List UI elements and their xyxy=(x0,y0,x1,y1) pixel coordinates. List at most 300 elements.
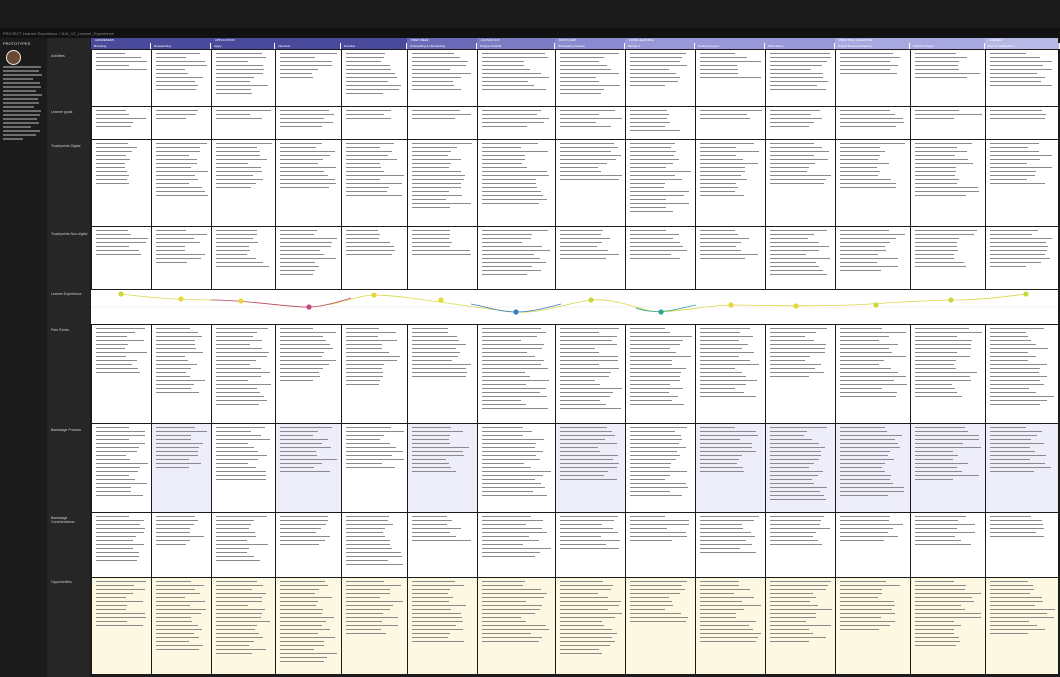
journey-cell[interactable] xyxy=(212,325,275,423)
text-line xyxy=(770,467,809,468)
phase-core-learning[interactable]: CORE LEARNING xyxy=(625,38,835,43)
text-line xyxy=(560,328,619,329)
text-line xyxy=(346,455,392,456)
text-line xyxy=(560,380,595,381)
text-line xyxy=(700,118,750,119)
journey-cell[interactable] xyxy=(92,325,151,423)
text-line xyxy=(346,443,390,444)
journey-cell[interactable] xyxy=(626,424,695,512)
journey-cell[interactable] xyxy=(696,325,765,423)
journey-cell[interactable] xyxy=(276,227,341,289)
text-line xyxy=(560,431,612,432)
text-line xyxy=(700,641,756,642)
journey-cell[interactable] xyxy=(212,424,275,512)
text-line xyxy=(96,625,143,626)
text-line xyxy=(630,230,666,231)
journey-cell[interactable] xyxy=(342,50,407,106)
journey-cell[interactable] xyxy=(152,424,211,512)
text-line xyxy=(915,597,972,598)
text-line xyxy=(770,340,814,341)
text-line xyxy=(630,487,688,488)
phase-career[interactable]: CAREER xyxy=(985,38,1058,43)
text-line xyxy=(412,187,461,188)
journey-cell[interactable] xyxy=(276,424,341,512)
text-line xyxy=(630,73,676,74)
text-line xyxy=(630,234,679,235)
journey-cell[interactable] xyxy=(766,227,835,289)
journey-cell[interactable] xyxy=(626,578,695,674)
text-line xyxy=(482,110,541,111)
journey-cell[interactable] xyxy=(212,227,275,289)
text-line xyxy=(216,151,260,152)
text-line xyxy=(482,459,540,460)
text-line xyxy=(700,540,746,541)
text-line xyxy=(990,118,1045,119)
text-line xyxy=(346,613,383,614)
text-line xyxy=(990,431,1042,432)
text-line xyxy=(156,114,196,115)
text-line xyxy=(840,175,878,176)
text-line xyxy=(412,597,453,598)
text-line xyxy=(412,360,452,361)
journey-cell[interactable] xyxy=(152,578,211,674)
journey-cell[interactable] xyxy=(478,227,555,289)
text-line xyxy=(630,122,670,123)
text-line xyxy=(412,336,457,337)
text-line xyxy=(915,344,971,345)
text-line xyxy=(990,435,1037,436)
text-line xyxy=(96,61,147,62)
text-line xyxy=(96,242,146,243)
text-line xyxy=(840,159,878,160)
text-line xyxy=(96,524,140,525)
text-line xyxy=(412,471,456,472)
journey-cell[interactable] xyxy=(836,140,910,226)
text-line xyxy=(482,380,549,381)
text-line xyxy=(216,544,268,545)
text-line xyxy=(156,254,205,255)
text-line xyxy=(840,69,890,70)
journey-cell[interactable] xyxy=(911,140,985,226)
text-line xyxy=(770,61,827,62)
journey-cell[interactable] xyxy=(92,578,151,674)
journey-cell[interactable] xyxy=(276,578,341,674)
journey-cell[interactable] xyxy=(986,513,1058,577)
text-line xyxy=(840,459,894,460)
text-line xyxy=(216,61,248,62)
step-6[interactable]: Onboarding & Onboarding xyxy=(407,43,477,49)
text-line xyxy=(700,114,747,115)
journey-cell[interactable] xyxy=(92,107,151,139)
journey-cell[interactable] xyxy=(986,325,1058,423)
text-line xyxy=(412,69,450,70)
journey-cell[interactable] xyxy=(626,107,695,139)
text-line xyxy=(840,451,890,452)
journey-cell[interactable] xyxy=(986,227,1058,289)
text-line xyxy=(482,344,544,345)
journey-cell[interactable] xyxy=(276,107,341,139)
journey-cell[interactable] xyxy=(478,140,555,226)
text-line xyxy=(346,439,380,440)
text-line xyxy=(700,258,745,259)
text-line xyxy=(770,451,821,452)
text-line xyxy=(990,589,1034,590)
step-5[interactable]: Enrolled xyxy=(341,43,407,49)
journey-cell[interactable] xyxy=(408,50,477,106)
text-line xyxy=(280,633,318,634)
emotion-face-icon xyxy=(728,302,733,307)
journey-cell[interactable] xyxy=(556,140,625,226)
text-line xyxy=(280,520,328,521)
text-line xyxy=(412,641,464,642)
journey-cell[interactable] xyxy=(626,140,695,226)
journey-cell[interactable] xyxy=(342,325,407,423)
journey-cell[interactable] xyxy=(152,140,211,226)
step-14[interactable]: Peer & Participation xyxy=(985,43,1060,49)
phase-practice-execute[interactable]: PRACTICE & EXECUTE xyxy=(835,38,985,43)
text-line xyxy=(630,85,665,86)
journey-cell[interactable] xyxy=(92,227,151,289)
journey-cell[interactable] xyxy=(696,513,765,577)
journey-cell[interactable] xyxy=(212,107,275,139)
text-line xyxy=(156,544,186,545)
text-line xyxy=(840,491,904,492)
text-line xyxy=(770,234,814,235)
journey-cell[interactable] xyxy=(556,578,625,674)
journey-cell[interactable] xyxy=(152,325,211,423)
text-line xyxy=(346,242,390,243)
text-line xyxy=(482,609,540,610)
journey-cell[interactable] xyxy=(696,424,765,512)
journey-cell[interactable] xyxy=(836,107,910,139)
journey-cell[interactable] xyxy=(408,107,477,139)
journey-cell[interactable] xyxy=(986,140,1058,226)
journey-cell[interactable] xyxy=(766,50,835,106)
text-line xyxy=(630,368,686,369)
journey-cell[interactable] xyxy=(152,513,211,577)
journey-cell[interactable] xyxy=(478,325,555,423)
text-line xyxy=(700,250,741,251)
journey-cell[interactable] xyxy=(212,578,275,674)
journey-cell[interactable] xyxy=(626,513,695,577)
journey-cell[interactable] xyxy=(696,140,765,226)
phase-bootcamp[interactable]: BOOTCAMP xyxy=(555,38,625,43)
text-line xyxy=(630,447,686,448)
text-line xyxy=(915,621,954,622)
phase-launch-day[interactable]: LAUNCH DAY xyxy=(477,38,555,43)
text-line xyxy=(840,368,891,369)
journey-cell[interactable] xyxy=(626,50,695,106)
journey-cell[interactable] xyxy=(911,424,985,512)
text-line xyxy=(482,147,521,148)
text-line xyxy=(96,536,136,537)
journey-cell[interactable] xyxy=(556,107,625,139)
text-line xyxy=(700,467,743,468)
journey-cell[interactable] xyxy=(342,513,407,577)
journey-cell[interactable] xyxy=(911,50,985,106)
journey-cell[interactable] xyxy=(478,578,555,674)
text-line xyxy=(96,126,131,127)
step-13[interactable]: Practice Project xyxy=(910,43,985,49)
step-1[interactable]: Browsing xyxy=(91,43,151,49)
journey-cell[interactable] xyxy=(478,513,555,577)
text-line xyxy=(346,336,378,337)
text-line xyxy=(156,360,188,361)
journey-cell[interactable] xyxy=(408,325,477,423)
text-line xyxy=(630,336,692,337)
journey-cell[interactable] xyxy=(696,107,765,139)
text-line xyxy=(96,143,128,144)
text-line xyxy=(915,372,977,373)
text-line xyxy=(216,613,262,614)
step-12[interactable]: Project Review & Delivery xyxy=(835,43,910,49)
journey-cell[interactable] xyxy=(766,325,835,423)
journey-cell[interactable] xyxy=(152,107,211,139)
text-line xyxy=(96,183,129,184)
text-line xyxy=(96,114,129,115)
journey-cell[interactable] xyxy=(986,424,1058,512)
journey-cell[interactable] xyxy=(836,578,910,674)
journey-cell[interactable] xyxy=(986,50,1058,106)
journey-cell[interactable] xyxy=(408,513,477,577)
step-11[interactable]: Submission xyxy=(765,43,835,49)
step-9[interactable]: Module 1 xyxy=(625,43,695,49)
text-line xyxy=(412,593,448,594)
text-line xyxy=(280,585,328,586)
text-line xyxy=(700,597,754,598)
journey-cell[interactable] xyxy=(152,50,211,106)
journey-cell[interactable] xyxy=(478,107,555,139)
journey-cell[interactable] xyxy=(911,513,985,577)
text-line xyxy=(770,629,809,630)
journey-cell[interactable] xyxy=(626,325,695,423)
text-line xyxy=(630,384,670,385)
step-4[interactable]: Interview xyxy=(275,43,341,49)
text-line xyxy=(990,455,1046,456)
text-line xyxy=(915,633,954,634)
text-line xyxy=(770,475,818,476)
text-line xyxy=(700,336,753,337)
text-line xyxy=(770,617,816,618)
text-line xyxy=(770,159,828,160)
text-line xyxy=(280,629,330,630)
text-line xyxy=(156,443,203,444)
journey-cell[interactable] xyxy=(556,50,625,106)
text-line xyxy=(770,348,825,349)
phase-prep-week[interactable]: PREP WEEK xyxy=(407,38,477,43)
text-line xyxy=(280,593,315,594)
journey-cell[interactable] xyxy=(276,513,341,577)
journey-cell[interactable] xyxy=(556,227,625,289)
journey-cell[interactable] xyxy=(276,50,341,106)
row-label-touchpoints-digital: Touchpoints Digital xyxy=(51,144,81,148)
journey-cell[interactable] xyxy=(342,578,407,674)
step-10[interactable]: Getting Support xyxy=(695,43,765,49)
journey-cell[interactable] xyxy=(836,424,910,512)
text-line xyxy=(156,621,192,622)
journey-cell[interactable] xyxy=(212,513,275,577)
journey-cell[interactable] xyxy=(92,50,151,106)
text-line xyxy=(412,637,448,638)
text-line xyxy=(412,376,466,377)
text-line xyxy=(770,360,805,361)
journey-cell[interactable] xyxy=(911,325,985,423)
text-line xyxy=(990,175,1035,176)
text-line xyxy=(412,532,450,533)
text-line xyxy=(216,384,271,385)
text-line xyxy=(346,605,393,606)
text-line xyxy=(700,179,747,180)
text-line xyxy=(216,356,267,357)
journey-cell[interactable] xyxy=(911,578,985,674)
text-line xyxy=(560,589,611,590)
journey-cell[interactable] xyxy=(766,578,835,674)
text-line xyxy=(482,372,525,373)
text-line xyxy=(280,230,317,231)
text-line xyxy=(560,368,619,369)
journey-cell[interactable] xyxy=(408,227,477,289)
step-3[interactable]: Apply xyxy=(211,43,275,49)
text-line xyxy=(216,364,250,365)
text-line xyxy=(630,613,681,614)
journey-cell[interactable] xyxy=(836,325,910,423)
journey-cell[interactable] xyxy=(92,424,151,512)
journey-cell[interactable] xyxy=(342,140,407,226)
journey-cell[interactable] xyxy=(836,227,910,289)
text-line xyxy=(482,439,544,440)
text-line xyxy=(280,376,320,377)
journey-cell[interactable] xyxy=(342,107,407,139)
journey-cell[interactable] xyxy=(696,50,765,106)
journey-cell[interactable] xyxy=(342,227,407,289)
text-line xyxy=(216,179,263,180)
text-line xyxy=(700,348,742,349)
text-line xyxy=(915,171,956,172)
text-line xyxy=(216,633,259,634)
text-line xyxy=(412,191,449,192)
text-line xyxy=(840,621,895,622)
step-2[interactable]: Researching xyxy=(151,43,211,49)
text-line xyxy=(700,388,735,389)
text-line xyxy=(560,53,619,54)
text-line xyxy=(840,230,889,231)
text-line xyxy=(840,585,900,586)
text-line xyxy=(630,495,682,496)
journey-cell[interactable] xyxy=(556,325,625,423)
text-line xyxy=(346,53,385,54)
text-line xyxy=(482,593,547,594)
text-line xyxy=(280,637,335,638)
text-line xyxy=(346,238,379,239)
text-line xyxy=(700,625,749,626)
text-line xyxy=(156,57,186,58)
text-line xyxy=(770,439,812,440)
journey-cell[interactable] xyxy=(986,107,1058,139)
text-line xyxy=(700,344,748,345)
journey-cell[interactable] xyxy=(766,513,835,577)
journey-cell[interactable] xyxy=(766,424,835,512)
journey-cell[interactable] xyxy=(478,50,555,106)
text-line xyxy=(700,368,735,369)
text-line xyxy=(770,589,826,590)
step-8[interactable]: Onboarding Session xyxy=(555,43,625,49)
journey-cell[interactable] xyxy=(478,424,555,512)
journey-cell[interactable] xyxy=(986,578,1058,674)
journey-cell[interactable] xyxy=(556,424,625,512)
journey-cell[interactable] xyxy=(696,578,765,674)
journey-cell[interactable] xyxy=(408,578,477,674)
text-line xyxy=(560,467,617,468)
text-line xyxy=(840,344,898,345)
journey-cell[interactable] xyxy=(92,513,151,577)
text-line xyxy=(216,340,262,341)
text-line xyxy=(96,53,125,54)
text-line xyxy=(482,435,523,436)
journey-cell[interactable] xyxy=(408,424,477,512)
journey-cell[interactable] xyxy=(556,513,625,577)
text-line xyxy=(156,447,199,448)
journey-cell[interactable] xyxy=(836,513,910,577)
journey-cell[interactable] xyxy=(212,50,275,106)
journey-cell[interactable] xyxy=(911,107,985,139)
text-line xyxy=(990,396,1054,397)
journey-cell[interactable] xyxy=(276,325,341,423)
text-line xyxy=(990,85,1052,86)
phase-application[interactable]: APPLICATION xyxy=(211,38,407,43)
text-line xyxy=(346,384,379,385)
text-line xyxy=(96,560,137,561)
text-line xyxy=(156,388,191,389)
text-line xyxy=(412,183,461,184)
text-line xyxy=(156,629,202,630)
text-line xyxy=(915,475,979,476)
text-line xyxy=(915,447,981,448)
journey-cell[interactable] xyxy=(911,227,985,289)
text-line xyxy=(412,77,461,78)
journey-cell[interactable] xyxy=(408,140,477,226)
text-line xyxy=(280,114,334,115)
text-line xyxy=(346,520,388,521)
text-line xyxy=(560,360,618,361)
journey-cell[interactable] xyxy=(696,227,765,289)
journey-cell[interactable] xyxy=(152,227,211,289)
journey-cell[interactable] xyxy=(212,140,275,226)
text-line xyxy=(280,435,313,436)
journey-cell[interactable] xyxy=(836,50,910,106)
text-line xyxy=(216,653,252,654)
step-7[interactable]: Program Kickoff xyxy=(477,43,555,49)
text-line xyxy=(412,53,454,54)
text-line xyxy=(915,348,971,349)
journey-cell[interactable] xyxy=(342,424,407,512)
journey-cell[interactable] xyxy=(766,107,835,139)
journey-cell[interactable] xyxy=(626,227,695,289)
opportunities-row xyxy=(91,578,1058,674)
text-line xyxy=(156,376,190,377)
text-line xyxy=(156,605,190,606)
text-line xyxy=(915,183,957,184)
journey-cell[interactable] xyxy=(766,140,835,226)
text-line xyxy=(280,336,323,337)
phase-awareness[interactable]: AWARENESS xyxy=(91,38,211,43)
text-line xyxy=(840,439,895,440)
text-line xyxy=(560,601,621,602)
text-line xyxy=(482,491,533,492)
emotion-face-icon xyxy=(513,309,518,314)
journey-cell[interactable] xyxy=(92,140,151,226)
journey-cell[interactable] xyxy=(276,140,341,226)
text-line xyxy=(216,548,249,549)
